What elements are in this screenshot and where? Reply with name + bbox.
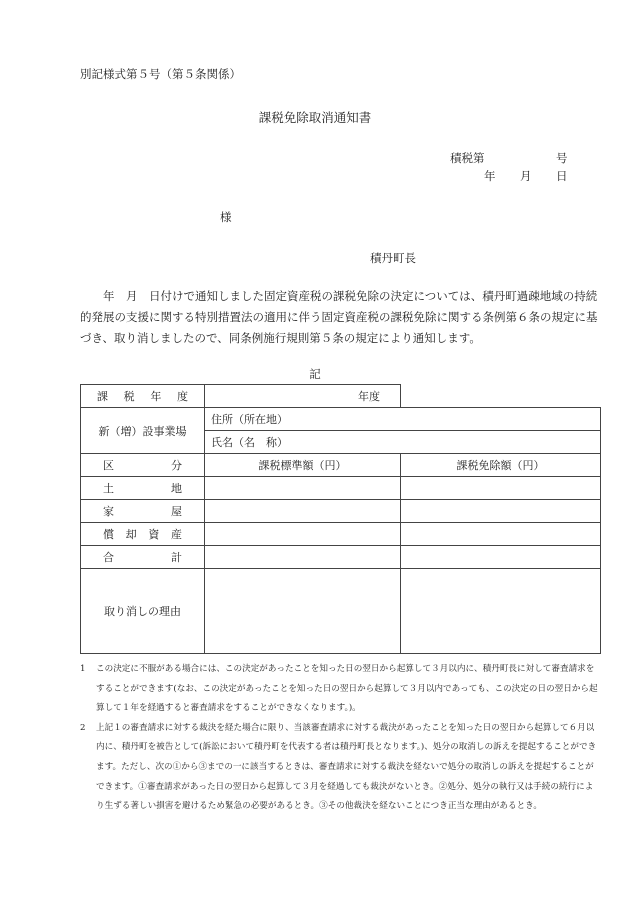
label-char: 償 (103, 528, 114, 541)
reason-cell[interactable] (401, 569, 601, 654)
label-char: 課 (97, 390, 108, 403)
reason-label: 取り消しの理由 (81, 569, 205, 654)
label-char: 産 (170, 528, 182, 541)
exempt-amount-header: 課税免除額（円） (401, 454, 601, 477)
standard-amount-cell[interactable] (205, 546, 401, 569)
label-char: 屋 (171, 505, 182, 518)
address-row (81, 408, 601, 431)
ki-label: 記 (309, 367, 321, 381)
tax-year-field[interactable] (205, 385, 401, 408)
note-number: 2 (80, 722, 86, 733)
label-char: 分 (171, 459, 182, 472)
label-char: 度 (176, 390, 188, 403)
issuer: 積丹町長 (370, 251, 416, 265)
exempt-amount-cell[interactable] (401, 477, 601, 500)
standard-amount-cell[interactable] (205, 523, 401, 546)
name-label: 氏名（名 称） (211, 436, 288, 449)
note-item (80, 660, 600, 719)
addressee-suffix: 様 (220, 210, 232, 224)
standard-amount-cell[interactable] (205, 500, 401, 523)
note-number: 1 (80, 664, 86, 674)
form-label: 別記様式第５号（第５条関係） (80, 67, 241, 81)
note-item (80, 719, 600, 817)
label-char: 年 (150, 390, 162, 403)
table-row (81, 546, 601, 569)
exempt-amount-cell[interactable] (401, 500, 601, 523)
number-prefix: 積税第 (450, 151, 485, 165)
body-paragraph-container (80, 286, 600, 349)
address-field[interactable] (205, 408, 601, 431)
row-label (81, 546, 205, 569)
exempt-amount-cell[interactable] (401, 546, 601, 569)
label-char: 計 (171, 551, 182, 564)
label-char: 土 (103, 482, 114, 495)
address-label: 住所（所在地） (211, 413, 288, 426)
tax-year-empty (401, 385, 601, 408)
row-label (81, 500, 205, 523)
notes (80, 660, 600, 817)
table-row (81, 477, 601, 500)
tax-year-row (81, 385, 601, 408)
tax-year-label (81, 385, 205, 408)
exempt-amount-cell[interactable] (401, 523, 601, 546)
note-text: この決定に不服がある場合には、この決定があったことを知った日の翌日から起算して３月以内に、積丹町長に対して審査請求をすることができます(なお、この決定があったことを知った日の翌日から起算して３月以内であっても、この決定の日の翌日から起算して１年を経過すると審査請求をすることができなくなります。)。 (96, 664, 598, 714)
reason-row (81, 569, 601, 654)
standard-amount-cell[interactable] (205, 477, 401, 500)
exemption-table (80, 384, 601, 654)
label-char: 税 (123, 390, 135, 403)
tax-year-unit: 年度 (358, 390, 380, 403)
label-char: 資 (148, 528, 160, 541)
document-title: 課税免除取消通知書 (258, 110, 372, 125)
row-label (81, 477, 205, 500)
number-suffix: 号 (556, 151, 568, 165)
facility-label: 新（増）設事業場 (81, 408, 205, 454)
note-text: 上記１の審査請求に対する裁決を経た場合に限り、当該審査請求に対する裁決があったことを知った日の翌日から起算して６月以内に、積丹町を被告として(訴訟において積丹町を代表する者は積丹町長となります。)、処分の取消しの訴えを提起することができます。ただし、次の①から③までの一に該当するときは、審査請求に対する裁決を経ないで処分の取消しの訴えを提起することができます。①審査請求があった日の翌日から起算して３月を経過しても裁決がないとき。②処分、処分の執行又は手続の続行により生ずる著しい損害を避けるため緊急の必要があるとき。③その他裁決を経ないことにつき正当な理由があるとき。 (96, 722, 597, 812)
table-row (81, 523, 601, 546)
name-field[interactable] (205, 431, 601, 454)
reason-cell[interactable] (205, 569, 401, 654)
label-char: 却 (125, 528, 137, 541)
label-char: 合 (103, 551, 114, 564)
body-paragraph: 年 月 日付けで通知しました固定資産税の課税免除の決定については、積丹町過疎地域の持続的発展の支援に関する特別措置法の適用に伴う固定資産税の課税免除に関する条例第６条の規定に基づき、取り消しましたので、同条例施行規則第５条の規定により通知します。 (80, 289, 598, 345)
header-row (81, 454, 601, 477)
category-header (81, 454, 205, 477)
label-char: 家 (103, 505, 114, 518)
date-month: 月 (520, 169, 532, 183)
row-label (81, 523, 205, 546)
label-char: 区 (103, 459, 114, 472)
date-year: 年 (484, 169, 496, 183)
standard-amount-header: 課税標準額（円） (205, 454, 401, 477)
table-row (81, 500, 601, 523)
label-char: 地 (171, 482, 182, 495)
date-day: 日 (556, 169, 568, 183)
